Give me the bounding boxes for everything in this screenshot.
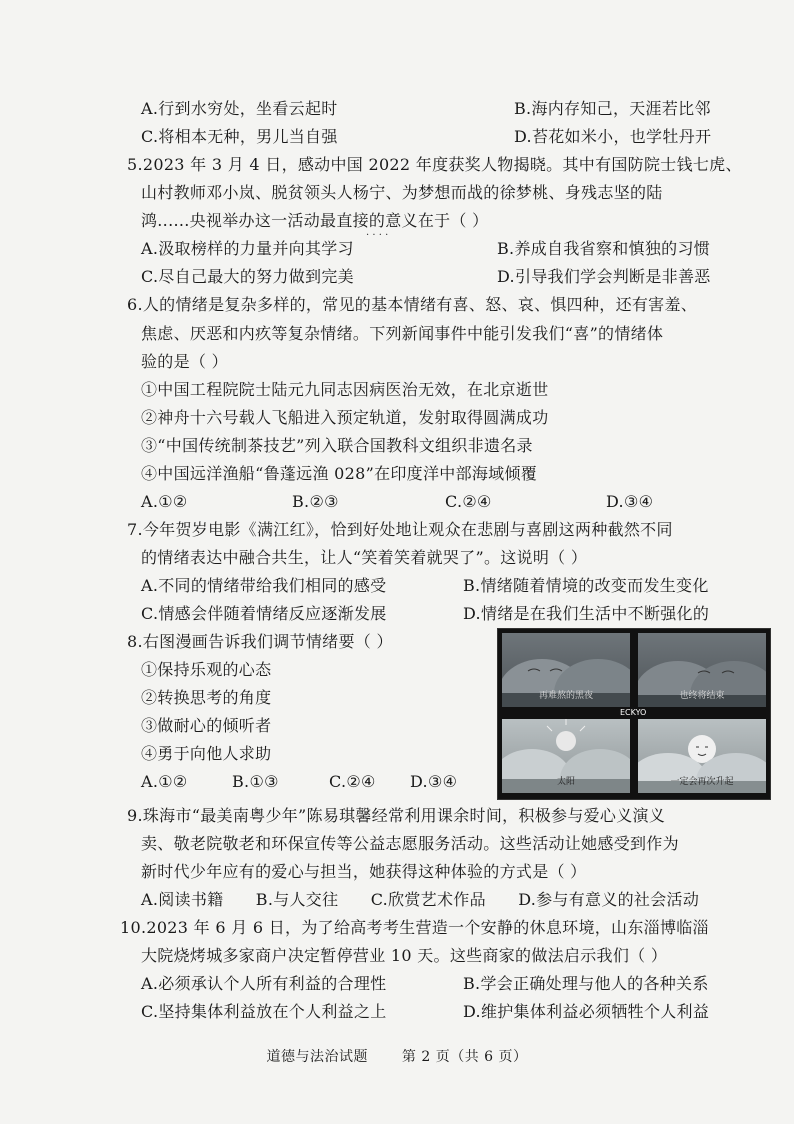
q9-stem-line: 新时代少年应有的爱心与担当，她获得这种体验的方式是（ ）	[141, 862, 587, 881]
q6-option-a: A.①②	[141, 492, 188, 511]
comic-caption: 一定会再次升起	[670, 777, 734, 787]
q10-option-d: D.维护集体利益必须牺牲个人利益	[463, 1002, 710, 1021]
q8-item: ①保持乐观的心态	[141, 660, 272, 679]
comic-panel	[502, 633, 630, 707]
q6-item: ②神舟十六号载人飞船进入预定轨道，发射取得圆满成功	[141, 408, 549, 427]
q6-option-d: D.③④	[606, 492, 654, 511]
page-footer	[0, 1046, 794, 1066]
q6-stem-line: 6.人的情绪是复杂多样的，常见的基本情绪有喜、怒、哀、惧四种，还有害羞、	[127, 295, 698, 314]
q10-option-c: C.坚持集体利益放在个人利益之上	[141, 1002, 387, 1021]
emphasis-dots: · · · ·	[366, 230, 389, 241]
q10-option-a: A.必须承认个人所有利益的合理性	[141, 974, 387, 993]
q7-option-d: D.情绪是在我们生活中不断强化的	[463, 604, 710, 623]
q5-option-d: D.引导我们学会判断是非善恶	[497, 267, 711, 286]
comic-panel	[638, 719, 766, 793]
footer-subject: 道德与法治试题	[266, 1049, 368, 1065]
q9-stem-line: 9.珠海市“最美南粤少年”陈易琪馨经常利用课余时间，积极参与爱心义演义	[127, 806, 666, 825]
comic-panel	[638, 633, 766, 707]
q9-stem-line: 卖、敬老院敬老和环保宣传等公益志愿服务活动。这些活动让她感受到作为	[141, 834, 679, 853]
q8-option-d: D.③④	[410, 772, 458, 791]
q4-option-d: D.苔花如米小，也学牡丹开	[514, 127, 712, 146]
q6-item: ④中国远洋渔船“鲁蓬远渔 028”在印度洋中部海域倾覆	[141, 464, 538, 483]
q7-option-b: B.情绪随着情境的改变而发生变化	[463, 576, 709, 595]
q8-stem: 8.右图漫画告诉我们调节情绪要（ ）	[127, 632, 393, 651]
q8-item: ④勇于向他人求助	[141, 744, 272, 763]
q6-item: ③“中国传统制茶技艺”列入联合国教科文组织非遗名录	[141, 436, 533, 455]
comic-caption: 再难熬的黑夜	[538, 691, 593, 701]
q10-stem-line: 10.2023 年 6 月 6 日，为了给高考考生营造一个安静的休息环境，山东淄博临淄	[120, 918, 709, 937]
q10-option-b: B.学会正确处理与他人的各种关系	[463, 974, 709, 993]
q5-stem-line: 山村教师邓小岚、脱贫领头人杨宁、为梦想而战的徐梦桃、身残志坚的陆	[141, 183, 663, 202]
q5-stem-line: 5.2023 年 3 月 4 日，感动中国 2022 年度获奖人物揭晓。其中有国防院士钱七虎、	[127, 155, 742, 174]
q6-stem-line: 焦虑、厌恶和内疚等复杂情绪。下列新闻事件中能引发我们“喜”的情绪体	[141, 324, 664, 343]
q8-option-a: A.①②	[141, 772, 188, 791]
comic-caption: 太阳	[556, 777, 575, 787]
q5-stem-line: 鸿......央视举办这一活动最直接的意义在于（ ）	[141, 211, 489, 230]
q4-option-a: A.行到水穷处，坐看云起时	[141, 99, 338, 118]
q4-option-c: C.将相本无种，男儿当自强	[141, 127, 338, 146]
q7-option-c: C.情感会伴随着情绪反应逐渐发展	[141, 604, 387, 623]
q8-option-b: B.①③	[232, 772, 279, 791]
q5-option-c: C.尽自己最大的努力做到完美	[141, 267, 354, 286]
comic-panel	[502, 719, 630, 793]
q10-stem-line: 大院烧烤城多家商户决定暂停营业 10 天。这些商家的做法启示我们（ ）	[141, 946, 668, 965]
q8-item: ③做耐心的倾听者	[141, 716, 272, 735]
comic-figure	[497, 628, 771, 800]
q6-stem-line: 验的是（ ）	[141, 352, 228, 371]
comic-logo: ECKYO	[620, 708, 647, 717]
comic-caption: 也终将结束	[679, 691, 725, 701]
q7-stem-line: 7.今年贺岁电影《满江红》，恰到好处地让观众在悲剧与喜剧这两种截然不同	[127, 520, 673, 539]
q5-option-b: B.养成自我省察和慎独的习惯	[497, 239, 711, 258]
q9-options: A.阅读书籍 B.与人交往 C.欣赏艺术作品 D.参与有意义的社会活动	[141, 890, 700, 909]
q6-item: ①中国工程院院士陆元九同志因病医治无效，在北京逝世	[141, 380, 549, 399]
q7-stem-line: 的情绪表达中融合共生，让人“笑着笑着就哭了”。这说明（ ）	[141, 548, 588, 567]
q6-option-c: C.②④	[445, 492, 492, 511]
q8-option-c: C.②④	[329, 772, 376, 791]
q4-option-b: B.海内存知己，天涯若比邻	[514, 99, 711, 118]
q6-option-b: B.②③	[292, 492, 339, 511]
q7-option-a: A.不同的情绪带给我们相同的感受	[141, 576, 387, 595]
footer-page-number: 第 2 页（共 6 页）	[401, 1049, 528, 1065]
q8-item: ②转换思考的角度	[141, 688, 272, 707]
q5-option-a: A.汲取榜样的力量并向其学习	[141, 239, 354, 258]
